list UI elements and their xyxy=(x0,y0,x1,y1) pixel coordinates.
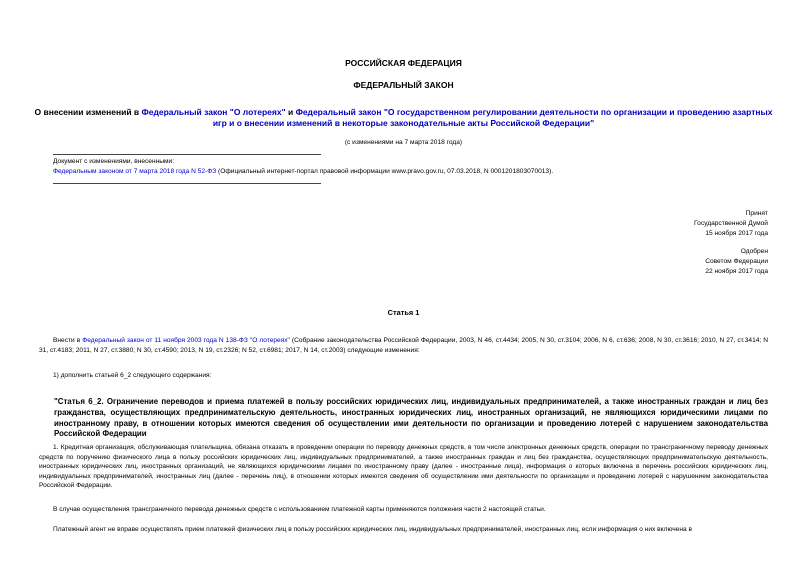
law-title-text: и xyxy=(285,107,296,117)
intro-text: (Собрание законодательства Российской Федерации, 2003, N 46, ст.4434; 2005, N 30, ст.3104; 2006, N 6, ст.636; 2008, N 30, ст.3616; 2010, N 27, ст.3414; N 31, ст.4183; 2011, N 27, ст.3880; N 30, ст.4590; 2013, N 19, ст.2326; N 52, ст.6981; 2017, N 14, ст.2003) следующие изменения: xyxy=(39,337,769,354)
approval-line: Одобрен xyxy=(740,248,768,255)
lottery-law-link[interactable]: Федеральный закон "О лотереях" xyxy=(141,107,286,117)
adoption-line: 15 ноября 2017 года xyxy=(705,230,768,237)
approval-line: Советом Федерации xyxy=(705,258,768,265)
adoption-line: Государственной Думой xyxy=(694,220,768,227)
edition-note: (с изменениями на 7 марта 2018 года) xyxy=(344,139,463,146)
gambling-law-link[interactable]: Федеральный закон "О государственном регулировании деятельности по организации и проведению азартных игр и о внесении изменений в некоторые законодательные акты Российской Федерации" xyxy=(212,107,773,128)
law-title xyxy=(30,107,777,129)
country-heading: РОССИЙСКАЯ ФЕДЕРАЦИЯ xyxy=(345,58,462,68)
council-approval xyxy=(705,247,768,277)
amendments-line xyxy=(53,167,553,177)
article-heading: Статья 1 xyxy=(387,308,420,317)
approval-line: 22 ноября 2017 года xyxy=(705,268,768,275)
new-article-title: "Статья 6_2. Ограничение переводов и приема платежей в пользу российских юридических лиц, индивидуальных предпринимателей, а также иностранных граждан и лиц без гражданства, осуществляющих предпринимательскую деятельность, иностранных юридических лиц, иностранных организаций, не являющихся юридическими лицами по иностранному праву, в отношении которых имеются сведения об осуществлении ими деятельности по организации и проведению лотерей с нарушением законодательства Российской Федерации xyxy=(54,397,768,439)
doc-type-heading: ФЕДЕРАЛЬНЫЙ ЗАКОН xyxy=(353,80,454,90)
base-law-link[interactable]: Федеральный закон от 11 ноября 2003 года N 138-ФЗ "О лотереях" xyxy=(82,337,290,344)
intro-text: Внести в xyxy=(53,337,83,344)
law-title-text: О внесении изменений в xyxy=(34,107,142,117)
amendment-law-link[interactable]: Федеральным законом от 7 марта 2018 года N 52-ФЗ xyxy=(53,168,217,175)
paragraph-2: В случае осуществления трансграничного перевода денежных средств с использованием платежной карты применяются положения части 2 настоящей статьи. xyxy=(53,506,546,513)
paragraph-1: 1. Кредитная организация, обслуживающая плательщика, обязана отказать в проведении операции по переводу денежных средств, в том числе электронных денежных средств, операции по трансграничному переводу денежных средств по поручению физического лица в пользу российских юридических лиц, индивидуальных предпринимателей, а также иностранных граждан и лиц без гражданства, осуществляющих предпринимательскую деятельность, иностранных юридических лиц, иностранных организаций, не являющихся юридическими лицами по иностранному праву (далее - иностранные лица), информация о которых включена в перечень российских юридических лиц, индивидуальных предпринимателей, иностранных лиц (далее - перечень лиц), в отношении которых имеются сведения об осуществлении ими деятельности по организации и проведению лотерей с нарушением законодательства Российской Федерации. xyxy=(39,444,768,489)
item-1: 1) дополнить статьей 6_2 следующего содержания: xyxy=(53,372,212,379)
paragraph-3: Платежный агент не вправе осуществлять прием платежей физических лиц в пользу российских юридических лиц, индивидуальных предпринимателей, иностранных лиц, если информация о них включена в xyxy=(53,526,692,533)
divider xyxy=(53,183,321,184)
adoption-line: Принят xyxy=(745,210,768,217)
amendment-source: (Официальный интернет-портал правовой информации www.pravo.gov.ru, 07.03.2018, N 0001201803070013). xyxy=(216,168,554,175)
duma-adoption xyxy=(694,209,768,239)
intro-paragraph xyxy=(39,336,768,355)
amendments-heading: Документ с изменениями, внесенными: xyxy=(53,158,175,165)
divider xyxy=(53,154,321,155)
